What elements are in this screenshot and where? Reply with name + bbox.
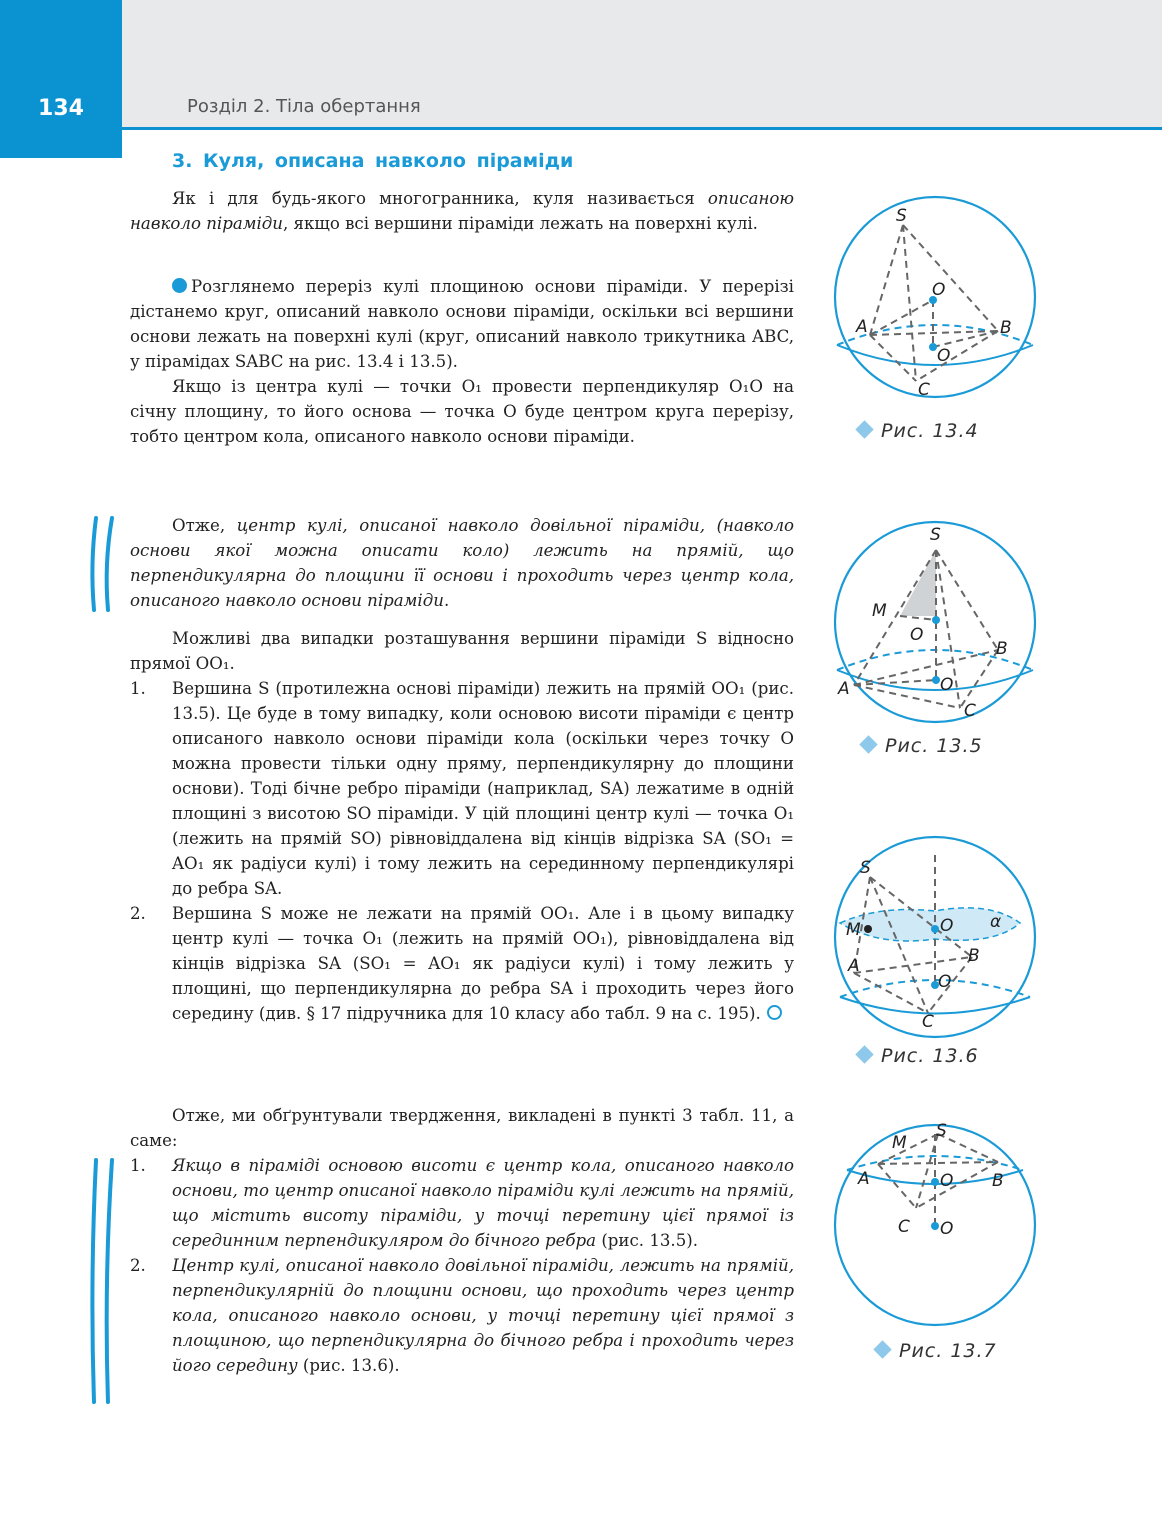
paragraph-cases: Можливі два випадки розташування вершини піраміди S відносно прямої OO₁. bbox=[130, 629, 794, 673]
chapter-title: Розділ 2. Тіла обертання bbox=[187, 96, 421, 117]
label-C: C bbox=[922, 1012, 934, 1032]
label-O1: O bbox=[932, 280, 946, 300]
label-O1: O bbox=[910, 625, 924, 645]
text-block-3 bbox=[130, 513, 794, 613]
paragraph-summary: Отже, ми обґрунтували твердження, викладені в пункті 3 табл. 11, а саме: bbox=[130, 1106, 794, 1150]
diamond-icon bbox=[855, 1045, 873, 1063]
list-item-case-2: 2. Вершина S може не лежати на прямій OO₁. Але і в цьому випадку центр кулі — точка O₁ (лежить на прямій OO₁), рівновіддалена від кінців відрізка SA (SO₁ = AO₁ як радіуси кулі) і тому лежить у площині, що перпендикулярна до ребра SA і проходить через його середину (див. § 17 підручника для 10 класу або табл. 9 на с. 195). bbox=[130, 904, 794, 1023]
label-O: O bbox=[940, 1171, 954, 1191]
text-block-4 bbox=[130, 626, 794, 1026]
label-M: M bbox=[872, 601, 887, 621]
list-item-case-1: 1. Вершина S (протилежна основі піраміди) лежить на прямій OO₁ (рис. 13.5). Це буде в тому випадку, коли основою висоти піраміди є центр описаного навколо основи піраміди кола (оскільки через точку O можна провести тільки одну пряму, перпендикулярну до площини основи). Тоді бічне ребро піраміди (наприклад, SA) лежатиме в одній площині з висотою SO піраміди. У цій площині центр кулі — точка O₁ (лежить на прямій SO) рівновіддалена від кінців відрізка SA (SO₁ = AO₁ як радіуси кулі) і тому лежить на серединному перпендикулярі до ребра SA. bbox=[130, 679, 794, 898]
label-O1: O bbox=[940, 1219, 954, 1239]
margin-bars-icon-2 bbox=[86, 1156, 118, 1406]
text-block-5 bbox=[130, 1103, 794, 1378]
caption-13-7: Рис. 13.7 bbox=[876, 1340, 997, 1362]
caption-13-4: Рис. 13.4 bbox=[858, 420, 979, 442]
proof-end-ring-icon bbox=[767, 1005, 782, 1020]
label-O1: O bbox=[940, 916, 954, 936]
paragraph-definition: Як і для будь-якого многогранника, куля називається описаною навколо піраміди, якщо всі вершини піраміди лежать на поверхні кулі. bbox=[130, 189, 794, 233]
label-A: A bbox=[858, 1169, 870, 1189]
label-M: M bbox=[846, 920, 861, 940]
label-A: A bbox=[838, 679, 850, 699]
list-item-statement-1: 1. Якщо в піраміді основою висоти є центр кола, описаного навколо основи, то центр описаної навколо піраміди кулі лежить на прямій, що містить висоту піраміди, у точці перетину цієї прямої із серединним перпендикуляром до бічного ребра (рис. 13.5). bbox=[130, 1156, 794, 1250]
label-A: A bbox=[848, 956, 860, 976]
label-O: O bbox=[938, 972, 952, 992]
figure-13-5 bbox=[820, 520, 1050, 740]
label-O: O bbox=[940, 675, 954, 695]
text-block-2 bbox=[130, 274, 794, 449]
paragraph-conclusion: Отже, центр кулі, описаної навколо довільної піраміди, (навколо основи якої можна описати коло) лежить на прямій, що перпендикулярна до площини її основи і проходить через центр кола, описаного навколо основи піраміди. bbox=[130, 516, 794, 610]
label-alpha: α bbox=[990, 912, 1002, 932]
label-M: M bbox=[892, 1133, 907, 1153]
paragraph-center: Якщо із центра кулі — точки O₁ провести перпендикуляр O₁O на січну площину, то його основа — точка O буде центром круга перерізу, тобто центром кола, описаного навколо основи піраміди. bbox=[130, 377, 794, 446]
paragraph-section: Розглянемо переріз кулі площиною основи піраміди. У перерізі дістанемо круг, описаний навколо основи піраміди, оскільки всі вершини основи лежать на поверхні кулі (круг, описаний навколо трикутника ABC, у пірамідах SABC на рис. 13.4 і 13.5). bbox=[130, 277, 794, 371]
label-C: C bbox=[964, 701, 976, 721]
section-title: 3. Куля, описана навколо піраміди bbox=[172, 150, 574, 172]
label-B: B bbox=[996, 639, 1008, 659]
label-C: C bbox=[898, 1217, 910, 1237]
diamond-icon bbox=[855, 420, 873, 438]
label-S: S bbox=[930, 525, 941, 545]
label-B: B bbox=[968, 946, 980, 966]
text-block-1 bbox=[130, 186, 794, 236]
label-S: S bbox=[860, 858, 871, 878]
figure-13-4 bbox=[820, 195, 1050, 415]
proof-start-bullet-icon bbox=[172, 278, 187, 293]
label-B: B bbox=[992, 1171, 1004, 1191]
diamond-icon bbox=[859, 735, 877, 753]
header-rule bbox=[122, 127, 1162, 130]
label-A: A bbox=[856, 317, 868, 337]
list-item-statement-2: 2. Центр кулі, описаної навколо довільної піраміди, лежить на прямій, перпендикулярній до площини основи, що проходить через центр кола, описаного навколо основи, у точці перетину цієї прямої з площиною, що перпендикулярна до бічного ребра і проходить через його середину (рис. 13.6). bbox=[130, 1256, 794, 1375]
label-S: S bbox=[936, 1121, 947, 1141]
label-C: C bbox=[918, 380, 930, 400]
page-number-box bbox=[0, 0, 122, 158]
page-number: 134 bbox=[38, 96, 84, 121]
figure-13-7 bbox=[820, 1120, 1050, 1340]
label-S: S bbox=[896, 206, 907, 226]
label-B: B bbox=[1000, 318, 1012, 338]
caption-13-5: Рис. 13.5 bbox=[862, 735, 983, 757]
label-O: O bbox=[937, 346, 951, 366]
margin-bars-icon bbox=[86, 514, 118, 614]
figure-13-6 bbox=[820, 835, 1050, 1055]
diamond-icon bbox=[873, 1340, 891, 1358]
caption-13-6: Рис. 13.6 bbox=[858, 1045, 979, 1067]
